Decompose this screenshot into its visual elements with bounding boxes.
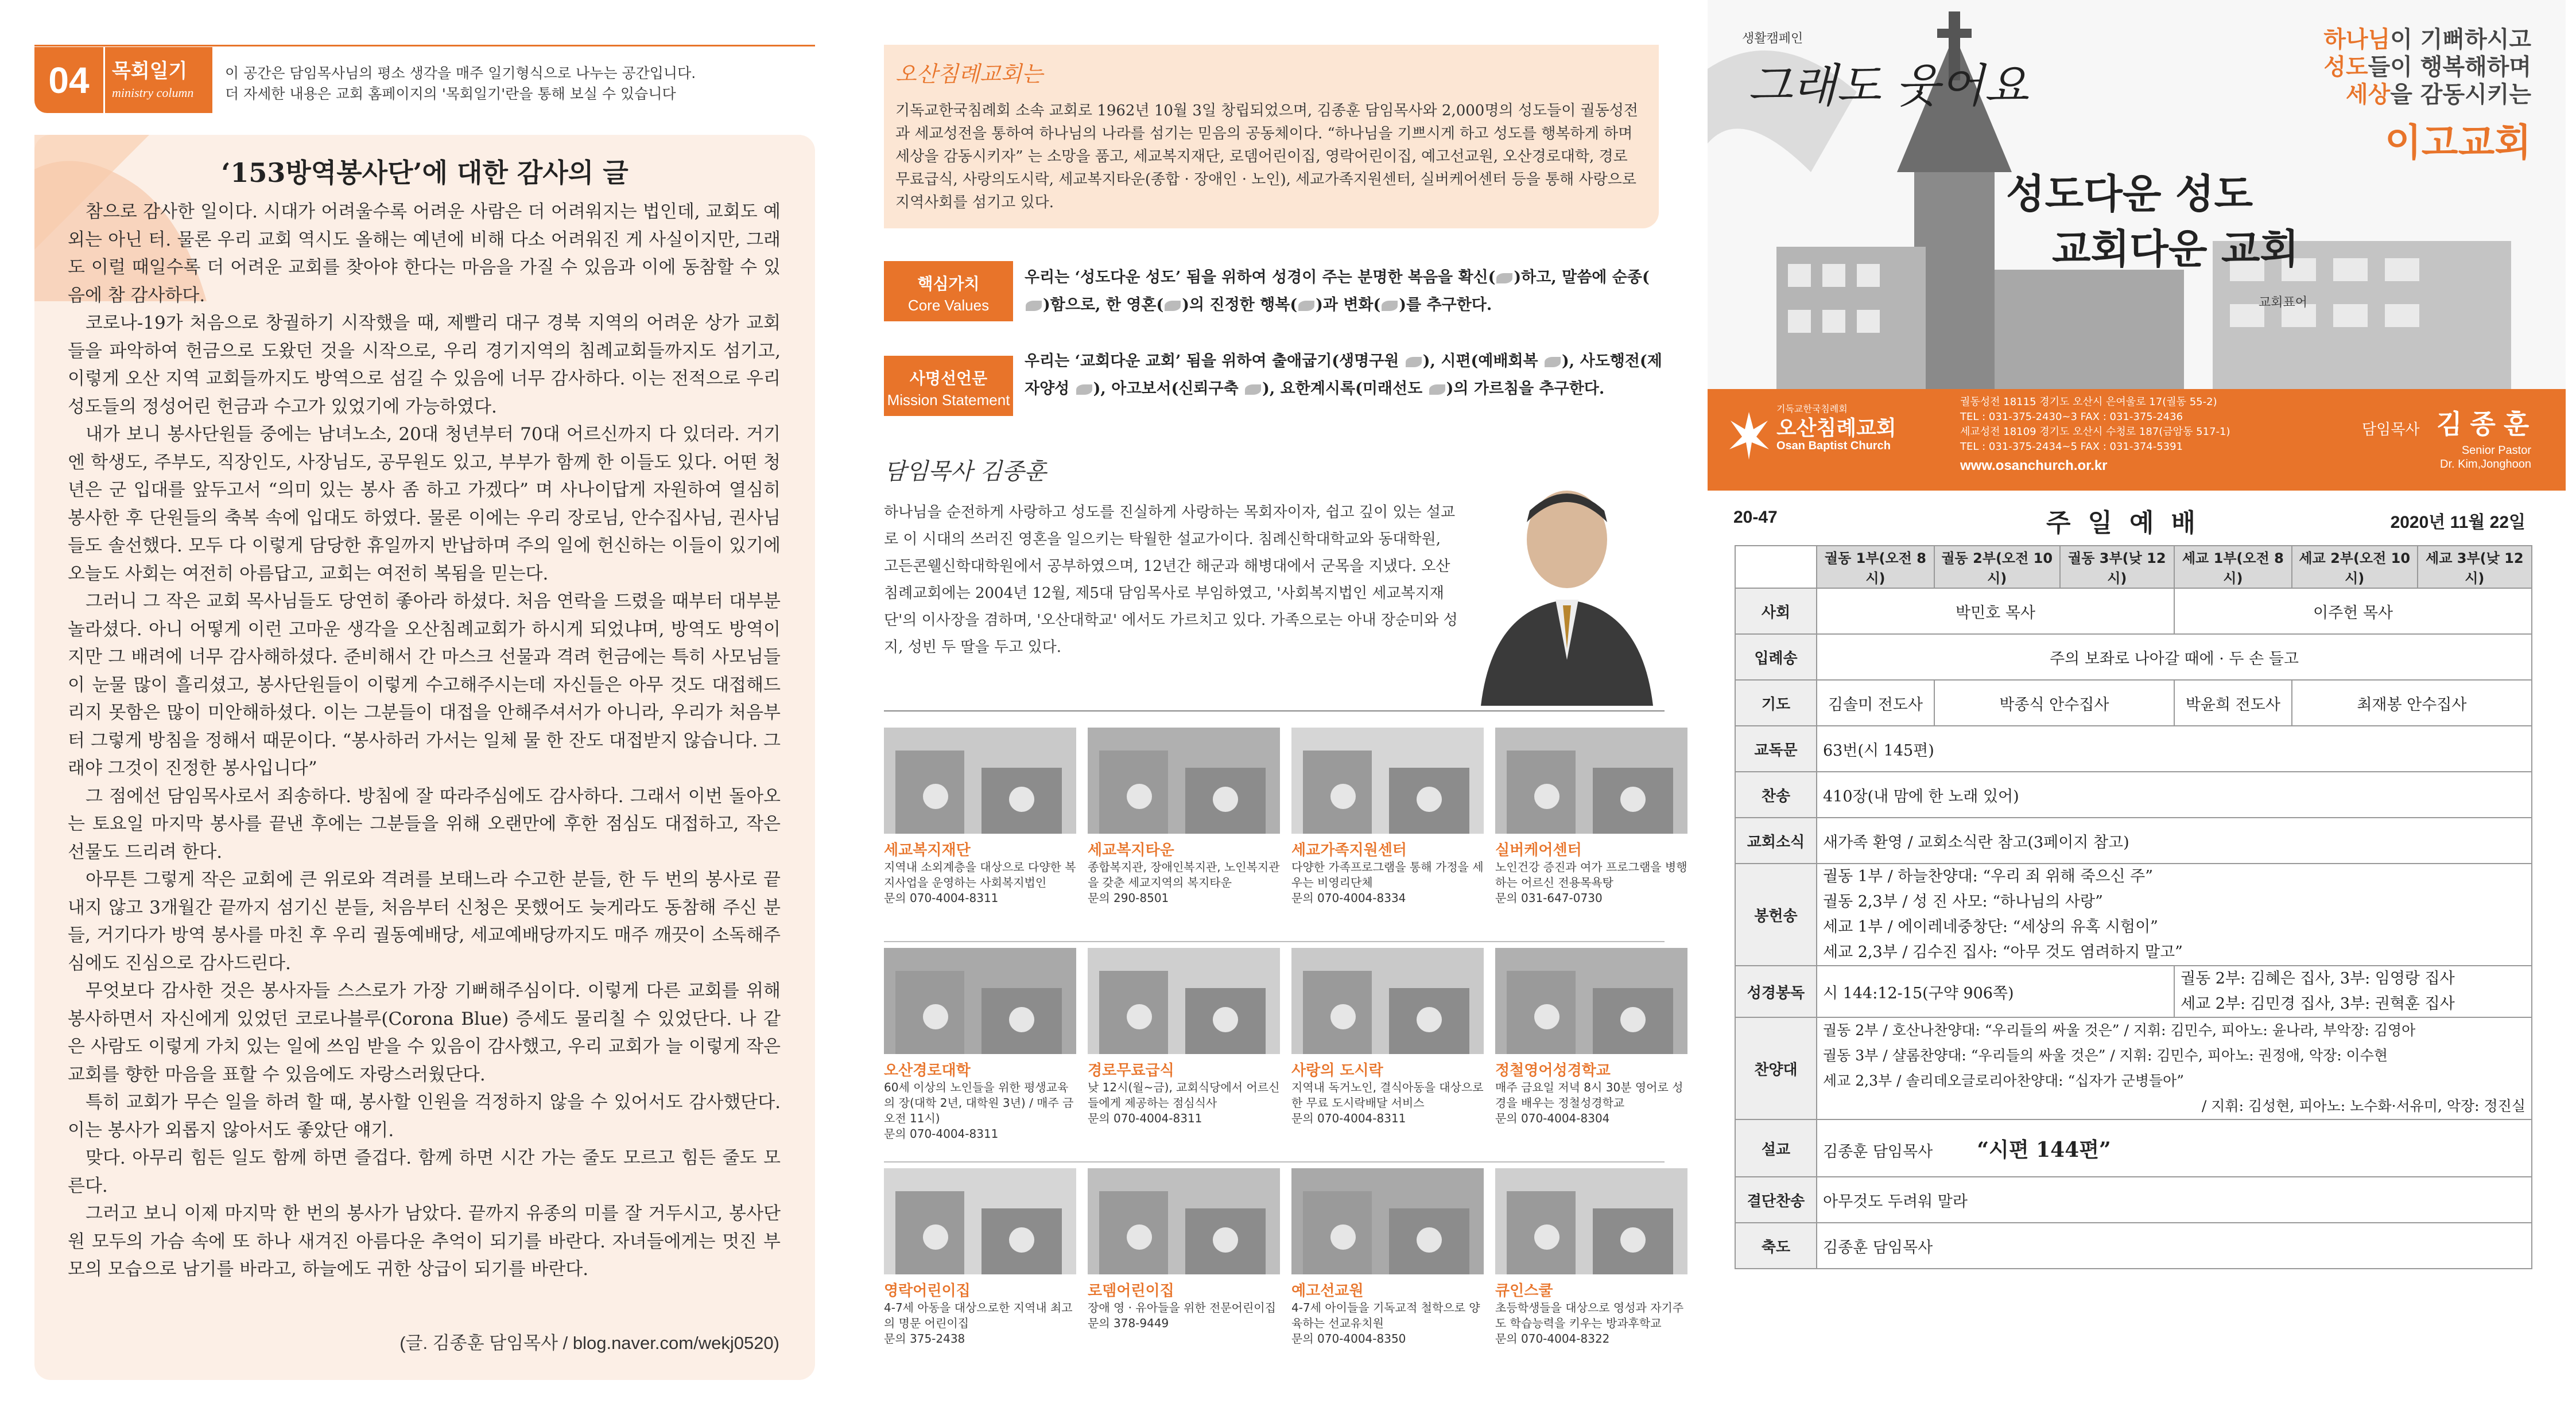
ministry-description: 노인건강 증진과 여가 프로그램을 병행하는 어르신 전용목욕탕	[1495, 860, 1687, 889]
prayer-leader: 박종식 안수집사	[1934, 680, 2174, 726]
ministry-card	[884, 1168, 1076, 1347]
address-line: 세교성전 18109 경기도 오산시 수청로 187(금암동 517-1)	[1960, 426, 2230, 438]
ministry-description: 지역내 소외계층을 대상으로 다양한 복지사업을 운영하는 사회복지법인	[884, 860, 1076, 889]
pastor-name-english: Dr. Kim,Jonghoon	[2440, 458, 2531, 471]
core-text-part: )하고, 말씀에 순종(	[1514, 269, 1650, 286]
ministry-name: 예고선교원	[1291, 1282, 1364, 1300]
ministry-phone: 문의 378-9449	[1088, 1316, 1169, 1330]
choir-line: 궐동 3부 / 샬롬찬양대: “우리들의 싸울 것은” / 지휘: 김민수, 피아노: 권정애, 악장: 이수현	[1823, 1047, 2388, 1064]
slogan-highlight: 세상	[2345, 81, 2391, 108]
pastor-bio: 하나님을 순전하게 사랑하고 성도를 진실하게 사랑하는 목회자이자, 쉽고 깊이 있는 설교로 이 시대의 쓰러진 영혼을 일으키는 탁월한 설교가이다. 침례신학대학교와 동대학원, 고든콘웰신학대학원에서 공부하였으며, 12년간 해군과 해병대에서 군목을 지냈다. 오산침례교회에는 2004년 12월, 제5대 담임목사로 부임하였고, '사회복지법인 세교복지재단'의 이사장을 겸하며, '오산대학교' 에서도 가르치고 있다. 가족으로는 아내 장순미와 성지, 성빈 두 딸을 두고 있다.	[884, 504, 1458, 656]
church-name-en: Osan Baptist Church	[1776, 440, 1891, 452]
ministry-name: 경로무료급식	[1088, 1062, 1174, 1079]
table-row	[1735, 680, 2532, 726]
ministry-description: 4-7세 아이들을 기독교적 철학으로 양육하는 선교유치원	[1291, 1301, 1480, 1330]
ministry-name: 실버케어센터	[1495, 842, 1582, 859]
host-a: 박민호 목사	[1817, 588, 2174, 634]
intro-line: 이 공간은 담임목사님의 평소 생각을 매주 일기형식으로 나누는 공간입니다.	[225, 65, 696, 81]
leaf-icon	[1026, 301, 1042, 311]
leaf-icon	[1496, 273, 1512, 283]
table-row	[1735, 864, 2532, 966]
column-header: 궐동 1부(오전 8시)	[1817, 546, 1934, 588]
worship-order-table	[1735, 545, 2532, 1269]
article-paragraph: 그러니 그 작은 교회 목사님들도 당연히 좋아라 하셨다. 처음 연락을 드렸을 때부터 대부분 놀라셨다. 아니 어떻게 이런 고마운 생각을 오산침례교회가 하시게 되었냐며, 방역도 방역이지만 그 배려에 너무 감사해하셨다. 준비해서 간 마스크 선물과 격려 헌금에는 특히 사모님들이 눈물 많이 흘리셨고, 봉사단원들이 이렇게 수고해주시는데 자신들은 아무 것도 대접해드리지 못함은 많이 미안해하셨다. 이는 그분들이 대접을 안해주셔서가 아니라, 우리가 처음부터 그렇게 방침을 정해서 때문이다. “봉사하러 가서는 일체 물 한 잔도 대접받지 않습니다. 그래야 그것이 진정한 봉사입니다”	[68, 591, 781, 779]
article-paragraph: 그러고 보니 이제 마지막 한 번의 봉사가 남았다. 끝까지 유종의 미를 잘 거두시고, 봉사단원 모두의 가슴 속에 또 하나 새겨진 아름다운 추억이 되기를 바란다. 자녀들에게는 멋진 부모의 모습으로 남기를 바라고, 하늘에도 귀한 상급이 되기를 바란다.	[68, 1203, 781, 1280]
section-divider	[884, 710, 1665, 711]
leaf-icon	[1076, 384, 1092, 395]
ministry-phone: 문의 290-8501	[1088, 891, 1169, 905]
ministry-phone: 문의 070-4004-8350	[1291, 1332, 1406, 1346]
ministry-photo	[1495, 948, 1687, 1054]
hymn: 410장(내 맘에 한 노래 있어)	[1817, 772, 2532, 818]
mission-label	[884, 356, 1013, 416]
ministry-name: 세교복지재단	[884, 842, 971, 859]
row-label: 설교	[1735, 1119, 1817, 1177]
ministry-card	[1291, 948, 1484, 1126]
ministry-description: 60세 이상의 노인들을 위한 평생교육의 장(대학 2년, 대학원 3년) / 매주 금 오전 11시)	[884, 1080, 1074, 1125]
column-intro	[225, 63, 822, 104]
column-title-en: ministry column	[112, 85, 194, 100]
row-label: 찬송	[1735, 772, 1817, 818]
benediction: 김종훈 담임목사	[1817, 1223, 2532, 1269]
phone-line: TEL : 031-375-2434~5 FAX : 031-374-5391	[1960, 441, 2183, 453]
column-header: 궐동 2부(오전 10시)	[1934, 546, 2060, 588]
article-paragraph: 무엇보다 감사한 것은 봉사자들 스스로가 가장 기뻐해주심이다. 이렇게 다른 교회를 위해 봉사하면서 자신에게 있었던 코로나블루(Corona Blue) 증세도 물리칠 수 있었단다. 나 같은 사람도 이렇게 가치 있는 일에 쓰임 받을 수 있음이 감사했고, 우리 교회가 늘 이렇게 작은 교회를 향한 마음을 표할 수 있음에도 자랑스러웠단다.	[68, 981, 781, 1085]
ministry-photo	[884, 1168, 1076, 1274]
leaf-icon	[1545, 357, 1561, 367]
church-intro-panel	[849, 0, 1699, 1423]
sermon-title: “시편 144편”	[1977, 1137, 2111, 1162]
column-number: 04	[34, 47, 103, 113]
church-intro-text: 기독교한국침례회 소속 교회로 1962년 10월 3일 창립되었으며, 김종훈 담임목사와 2,000명의 성도들이 궐동성전과 세교성전을 통하여 하나님의 나라를 섬기는 믿음의 공동체이다. “하나님을 기쁘시게 하고 성도를 행복하게 하며 세상을 감동시키자” 는 소망을 품고, 세교복지재단, 로뎀어린이집, 영락어린이집, 예고선교원, 오산경로대학, 경로무료급식, 사랑의도시락, 세교복지타운(종합 · 장애인 · 노인), 세교가족지원센터, 실버케어센터 등을 통해 사랑으로 지역사회를 섬기고 있다.	[895, 102, 1639, 211]
section-divider	[884, 941, 1665, 942]
ministry-name: 영락어린이집	[884, 1282, 971, 1300]
ministry-photo	[1495, 1168, 1687, 1274]
table-row	[1735, 1119, 2532, 1177]
column-header: 궐동 3부(낮 12시)	[2060, 546, 2174, 588]
core-text-part: )과 변화(	[1316, 296, 1381, 314]
reader-line: 세교 2부: 김민경 집사, 3부: 권혁훈 집사	[2180, 995, 2455, 1013]
issue-number: 20-47	[1733, 508, 1778, 527]
choir-anthems	[1817, 1017, 2532, 1119]
slogan-text: 을 감동시키는	[2390, 81, 2531, 108]
article-card	[34, 135, 815, 1380]
row-label: 성경봉독	[1735, 966, 1817, 1017]
table-row	[1735, 966, 2532, 1017]
mission-text-part: ), 시편(예배회복	[1422, 352, 1544, 370]
denomination: 기독교한국침례회	[1776, 403, 1848, 414]
row-label: 입례송	[1735, 634, 1817, 680]
reader-line: 궐동 2부: 김혜은 집사, 3부: 임영랑 집사	[2180, 970, 2455, 987]
article-paragraph: 내가 보니 봉사단원들 중에는 남녀노소, 20대 청년부터 70대 어르신까지 다 있더라. 거기엔 학생도, 주부도, 직장인도, 사장님도, 공무원도 있고, 부부가 함께 한 이들도 있다. 어떤 청년은 군 입대를 앞두고서 “의미 있는 봉사 좀 하고 가겠다” 며 사나이답게 자원하여 열심히 봉사한 후 단원들의 축복 속에 입대도 하였다. 물론 이에는 우리 장로님, 안수집사님, 권사님들도 솔선했다. 모두 다 이렇게 담당한 휴일까지 반납하며 주의 일에 헌신하는 이들이 있기에 오늘도 사회는 여전히 아름답고, 교회는 여전히 복됨을 믿는다.	[68, 424, 781, 584]
core-values-label	[884, 261, 1013, 321]
motto-caption: 교회표어	[2259, 296, 2308, 310]
article-paragraph: 코로나-19가 처음으로 창궐하기 시작했을 때, 제빨리 대구 경북 지역의 어려운 상가 교회들을 파악하여 헌금으로 도왔던 것을 시작으로, 우리 경기지역의 침례교회들까지도 섬기고, 이렇게 오산 지역 교회들까지도 방역으로 섬길 수 있음에 너무 감사하다. 이는 전적으로 우리 성도들의 정성어린 헌금과 수고가 있었기에 가능하였다.	[68, 313, 781, 417]
column-tag	[34, 47, 212, 113]
host-b: 이주헌 목사	[2174, 588, 2532, 634]
leaf-icon	[1406, 357, 1422, 367]
core-text-part: )함으로, 한 영혼(	[1043, 296, 1164, 314]
ministry-photo	[1291, 948, 1484, 1054]
ministry-photo	[884, 948, 1076, 1054]
ministry-card	[1495, 728, 1687, 906]
mission-text	[1025, 348, 1667, 403]
scripture-readers	[2174, 966, 2532, 1017]
table-row	[1735, 1223, 2532, 1269]
ministry-name: 로뎀어린이집	[1088, 1282, 1174, 1300]
ministry-name: 정철영어성경학교	[1495, 1062, 1611, 1079]
ministry-phone: 문의 375-2438	[884, 1332, 965, 1346]
core-text-part: )를 추구한다.	[1399, 296, 1492, 314]
prayer-leader: 박윤희 전도사	[2174, 680, 2292, 726]
leaf-icon	[1382, 301, 1398, 311]
leaf-icon	[1429, 384, 1445, 395]
row-label: 기도	[1735, 680, 1817, 726]
ministry-phone: 문의 070-4004-8311	[1088, 1111, 1202, 1125]
sermon	[1817, 1119, 2532, 1177]
offering-line: 세교 2,3부 / 김수진 집사: “아무 것도 염려하지 말고”	[1823, 943, 2183, 961]
top-rule	[34, 45, 815, 46]
column-header: 세교 3부(낮 12시)	[2418, 546, 2532, 588]
intro-line: 더 자세한 내용은 교회 홈페이지의 '목회일기'란을 통해 보실 수 있습니다	[225, 85, 676, 102]
row-label: 봉헌송	[1735, 864, 1817, 966]
article-paragraph: 아무튼 그렇게 작은 교회에 큰 위로와 격려를 보태느라 수고한 분들, 한 두 번의 봉사로 끝내지 않고 3개월간 끝까지 섬기신 분들, 처음부터 신청은 못했어도 늦게라도 동참해 주신 분들, 거기다가 방역 봉사를 마친 후 우리 궐동예배당, 세교예배당까지도 매주 깨끗이 소독해주심에도 진심으로 감사드린다.	[68, 869, 781, 974]
entrance-song: 주의 보좌로 나아갈 때에 · 두 손 들고	[1817, 634, 2532, 680]
campaign-calligraphy: 그래도 웃어요	[1748, 59, 2029, 112]
article-signature: (글. 김종훈 담임목사 / blog.naver.com/wekj0520)	[399, 1333, 779, 1353]
mission-text-part: ), 요한계시록(미래선도	[1262, 380, 1428, 398]
row-label: 교독문	[1735, 726, 1817, 772]
table-row	[1735, 1177, 2532, 1223]
offering-line: 궐동 2,3부 / 성 진 사모: “하나님의 사랑”	[1823, 893, 2103, 911]
campaign-label: 생활캠페인	[1742, 32, 1803, 46]
church-addresses	[1960, 395, 2230, 454]
slogan-text: 들이 행복해하며	[2368, 54, 2531, 80]
responsive-reading: 63번(시 145편)	[1817, 726, 2532, 772]
table-row	[1735, 1017, 2532, 1119]
table-row	[1735, 588, 2532, 634]
ministry-name: 오산경로대학	[884, 1062, 971, 1079]
ministry-card	[1495, 948, 1687, 1126]
choir-line: / 지휘: 김성현, 피아노: 노수화·서유미, 악장: 정진실	[2201, 1098, 2525, 1114]
ministry-name: 세교가족지원센터	[1291, 842, 1407, 859]
pastor-role-en: Senior Pastor	[2461, 444, 2531, 457]
ministry-name: 큐인스쿨	[1495, 1282, 1553, 1300]
core-values-text	[1025, 264, 1667, 319]
scripture-reading: 시 144:12-15(구약 906쪽)	[1817, 966, 2174, 1017]
ministry-card	[1291, 1168, 1484, 1347]
row-label: 교회소식	[1735, 818, 1817, 864]
article-paragraph: 참으로 감사한 일이다. 시대가 어려울수록 어려운 사람은 더 어려워지는 법인데, 교회도 예외는 아닌 터. 물론 우리 교회 역시도 올해는 예년에 비해 다소 어려워진 게 사실이지만, 그래도 이럴 때일수록 더 어려운 교회를 찾아야 한다는 마음을 가질 수 있음과 이에 동참할 수 있음에 참 감사하다.	[68, 201, 781, 306]
offering-line: 궐동 1부 / 하늘찬양대: “우리 죄 위해 죽으신 주”	[1823, 868, 2154, 885]
ministry-photo	[1495, 728, 1687, 834]
sermon-preacher: 김종훈 담임목사	[1823, 1142, 1933, 1161]
ministry-photo	[1088, 728, 1280, 834]
worship-header	[1733, 502, 2525, 536]
motto-line: 교회다운 교회	[2052, 225, 2299, 273]
leaf-icon	[1298, 301, 1314, 311]
ministry-description: 낮 12시(월~금), 교회식당에서 어르신들에게 제공하는 점심식사	[1088, 1080, 1280, 1110]
ministry-card	[884, 728, 1076, 906]
ministry-card	[1088, 728, 1280, 906]
ministry-card	[1088, 948, 1280, 1126]
ministry-column-panel	[0, 0, 849, 1423]
ministry-description: 초등학생들을 대상으로 영성과 자기주도 학습능력을 키우는 방과후학교	[1495, 1301, 1684, 1330]
mission-text-part: ), 아고보서(신뢰구축	[1093, 380, 1244, 398]
worship-order-panel	[1699, 0, 2576, 1423]
section-divider	[884, 1161, 1665, 1162]
leaf-icon	[1165, 301, 1181, 311]
ministry-description: 장애 영 · 유아들을 위한 전문어린이집	[1088, 1301, 1276, 1315]
core-label-en: Core Values	[907, 297, 990, 314]
motto-line: 성도다운 성도	[2006, 170, 2253, 217]
article-title: ‘153방역봉사단’에 대한 감사의 글	[221, 157, 629, 188]
slogan-text: 이 기뻐하시고	[2390, 26, 2531, 53]
prayer-leader: 최재봉 안수집사	[2292, 680, 2532, 726]
core-label-kr: 핵심가치	[917, 274, 980, 293]
address-line: 궐동성전 18115 경기도 오산시 은여울로 17(궐동 55-2)	[1960, 396, 2217, 408]
ministry-card	[1291, 728, 1484, 906]
decision-hymn: 아무것도 두려워 말라	[1817, 1177, 2532, 1223]
church-logo-icon	[1728, 409, 1771, 461]
ministry-photo	[884, 728, 1076, 834]
ministry-card	[1088, 1168, 1280, 1331]
row-label: 사회	[1735, 588, 1817, 634]
ministry-description: 지역내 독거노인, 결식아동을 대상으로 한 무료 도시락배달 서비스	[1291, 1080, 1484, 1110]
ministry-photo	[1291, 1168, 1484, 1274]
choir-line: 궐동 2부 / 호산나찬양대: “우리들의 싸울 것은” / 지휘: 김민수, 피아노: 윤나라, 부악장: 김영아	[1823, 1022, 2416, 1039]
choir-line: 세교 2,3부 / 솔리데오글로리아찬양대: “십자가 군병들아”	[1823, 1072, 2185, 1089]
column-title-kr: 목회일기	[112, 60, 188, 83]
leaf-icon	[1245, 384, 1261, 395]
core-text-part: )의 진정한 행복(	[1182, 296, 1298, 314]
ministry-photo	[1088, 948, 1280, 1054]
row-label: 축도	[1735, 1223, 1817, 1269]
table-row	[1735, 634, 2532, 680]
slogan-highlight: 하나님	[2323, 26, 2391, 53]
ministry-phone: 문의 070-4004-8311	[1291, 1111, 1406, 1125]
worship-title: 주일예배	[2046, 508, 2213, 538]
pastor-title: 담임목사	[2362, 421, 2420, 438]
church-info-band	[1708, 389, 2566, 491]
cover-slogan	[2323, 26, 2531, 108]
column-header: 세교 1부(오전 8시)	[2174, 546, 2292, 588]
prayer-leader: 김솔미 전도사	[1817, 680, 1934, 726]
ministry-photo	[1291, 728, 1484, 834]
table-header-row	[1735, 546, 2532, 588]
church-intro-heading: 오산침례교회는	[895, 61, 1043, 87]
table-row	[1735, 726, 2532, 772]
mission-text-part: ), 사도행전(제자양성	[1025, 352, 1662, 398]
ministry-name: 사랑의 도시락	[1291, 1062, 1383, 1079]
ministry-description: 종합복지관, 장애인복지관, 노인복지관을 갖춘 세교지역의 복지타운	[1088, 860, 1280, 889]
ministry-card	[1495, 1168, 1687, 1347]
offering-line: 세교 1부 / 에이레네중창단: “세상의 유혹 시험이”	[1823, 918, 2158, 936]
offering-songs	[1817, 864, 2532, 966]
ministry-phone: 문의 070-4004-8311	[884, 891, 999, 905]
article-paragraph: 맞다. 아무리 힘든 일도 함께 하면 즐겁다. 함께 하면 시간 가는 줄도 모르고 힘든 줄도 모른다.	[68, 1148, 781, 1196]
phone-line: TEL : 031-375-2430~3 FAX : 031-375-2436	[1960, 411, 2183, 423]
mission-label-kr: 사명선언문	[909, 369, 988, 388]
mission-label-en: Mission Statement	[887, 391, 1010, 409]
ministry-description: 매주 금요일 저녁 8시 30분 영어로 성경을 배우는 정철성경학교	[1495, 1080, 1683, 1110]
cover-logo-text: 이고교회	[2384, 120, 2531, 165]
worship-date: 2020년 11월 22일	[2390, 513, 2525, 532]
column-header: 세교 2부(오전 10시)	[2292, 546, 2418, 588]
ministry-phone: 문의 070-4004-8304	[1495, 1111, 1610, 1125]
church-name: 오산침례교회	[1776, 417, 1896, 440]
core-text-part: 우리는 ‘성도다운 성도’ 됨을 위하여 성경이 주는 분명한 복음을 확신(	[1025, 269, 1496, 286]
article-body	[68, 198, 781, 1284]
slogan-highlight: 성도	[2323, 54, 2368, 80]
church-website-link[interactable]: www.osanchurch.or.kr	[1960, 458, 2108, 473]
ministry-phone: 문의 070-4004-8311	[884, 1127, 999, 1141]
pastor-photo	[1458, 476, 1665, 706]
ministry-name: 세교복지타운	[1088, 842, 1174, 859]
ministry-description: 다양한 가족프로그램을 통해 가정을 세우는 비영리단체	[1291, 860, 1484, 889]
church-news: 새가족 환영 / 교회소식란 참고(3페이지 참고)	[1817, 818, 2532, 864]
ministry-phone: 문의 031-647-0730	[1495, 891, 1603, 905]
table-row	[1735, 772, 2532, 818]
ministry-card	[884, 948, 1076, 1142]
row-label: 결단찬송	[1735, 1177, 1817, 1223]
pastor-name-en	[2440, 444, 2531, 471]
ministry-phone: 문의 070-4004-8322	[1495, 1332, 1610, 1346]
church-intro-box	[884, 45, 1659, 228]
ministry-photo	[1088, 1168, 1280, 1274]
church-motto	[2006, 166, 2299, 277]
article-paragraph: 그 점에선 담임목사로서 죄송하다. 방침에 잘 따라주심에도 감사하다. 그래서 이번 돌아오는 토요일 마지막 봉사를 끝낸 후에는 그분들을 위해 오랜만에 후한 점심도 대접하고, 작은 선물도 드리려 한다.	[68, 786, 781, 862]
empty-header	[1735, 546, 1817, 588]
pastor-name: 김종훈	[2437, 409, 2538, 440]
mission-text-part: 우리는 ‘교회다운 교회’ 됨을 위하여 출애굽기(생명구원	[1025, 352, 1405, 370]
mission-text-part: )의 가르침을 추구한다.	[1446, 380, 1605, 398]
pastor-heading: 담임목사 김종훈	[884, 458, 1047, 485]
row-label: 찬양대	[1735, 1017, 1817, 1119]
ministry-phone: 문의 070-4004-8334	[1291, 891, 1406, 905]
table-row	[1735, 818, 2532, 864]
ministry-description: 4-7세 아동을 대상으로한 지역내 최고의 명문 어린이집	[884, 1301, 1073, 1330]
article-paragraph: 특히 교회가 무슨 일을 하려 할 때, 봉사할 인원을 걱정하지 않을 수 있어서도 감사했단다. 이는 봉사가 외롭지 않아서도 좋았단 얘기.	[68, 1092, 781, 1141]
